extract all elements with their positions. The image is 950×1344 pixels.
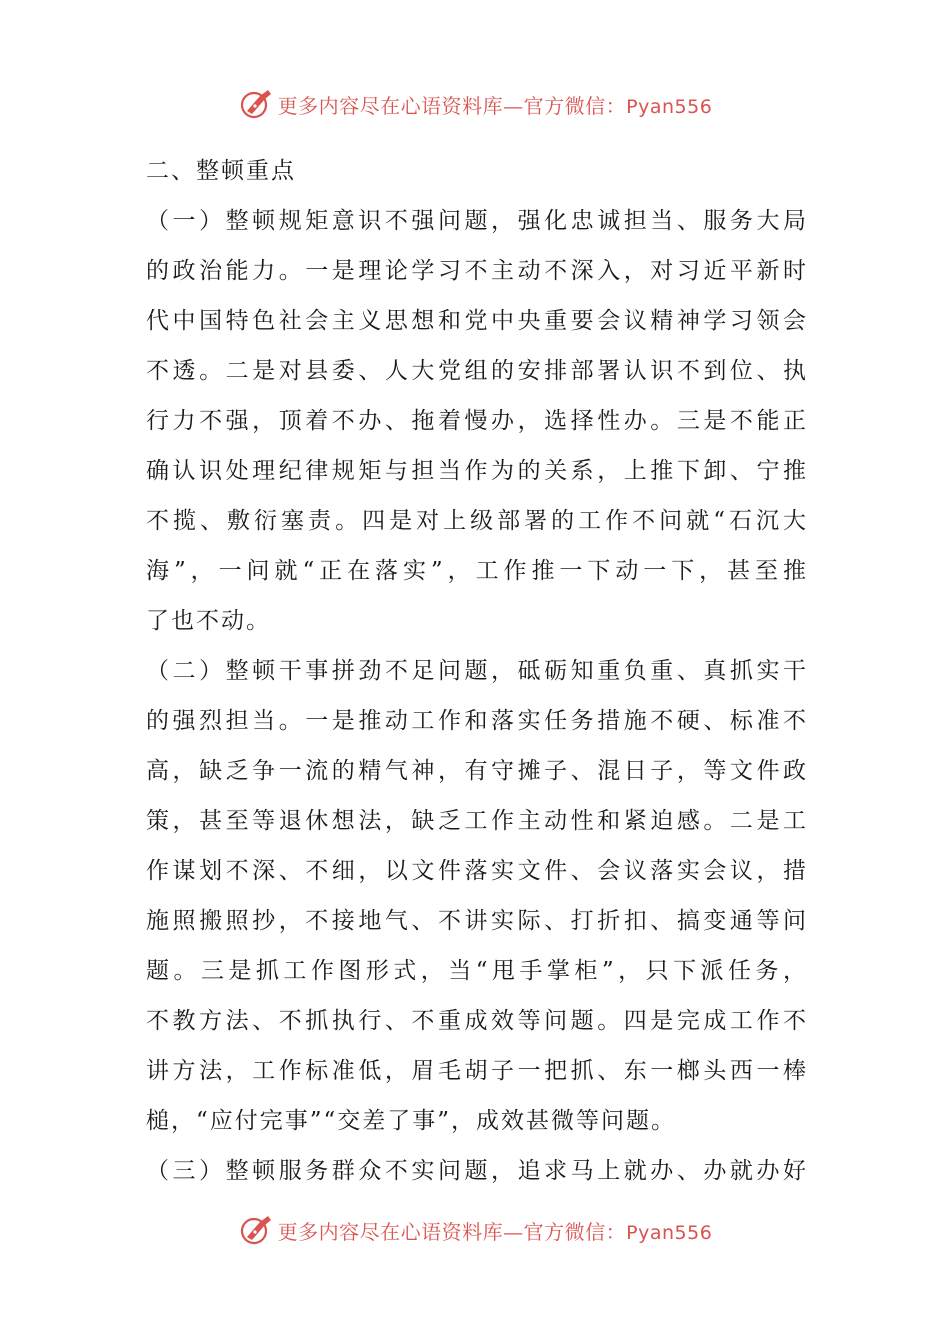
paragraph-line: 讲方法，工作标准低，眉毛胡子一把抓、东一榔头西一棒 <box>146 1058 806 1084</box>
paragraph-2 <box>146 646 806 1146</box>
header-wechat-id: Pyan556 <box>626 95 713 118</box>
document-body <box>146 146 806 1196</box>
section-heading: 二、整顿重点 <box>146 158 296 184</box>
paragraph-line: 槌，“应付完事”“交差了事”，成效甚微等问题。 <box>146 1108 677 1134</box>
footer-banner <box>0 1210 950 1250</box>
paragraph-line: 高，缺乏争一流的精气神，有守摊子、混日子，等文件政 <box>146 758 806 784</box>
paragraph-line: （三）整顿服务群众不实问题，追求马上就办、办就办好 <box>146 1158 806 1184</box>
pen-nib-logo-icon <box>238 1212 274 1248</box>
paragraph-1 <box>146 196 806 646</box>
paragraph-line: 的政治能力。一是理论学习不主动不深入，对习近平新时 <box>146 258 806 284</box>
header-banner-label: 更多内容尽在心语资料库—官方微信： <box>277 93 627 118</box>
paragraph-line: 策，甚至等退休想法，缺乏工作主动性和紧迫感。二是工 <box>146 808 806 834</box>
pen-nib-logo-icon <box>238 86 274 122</box>
paragraph-line: 施照搬照抄，不接地气、不讲实际、打折扣、搞变通等问 <box>146 908 806 934</box>
footer-banner-text <box>278 1216 713 1245</box>
paragraph-line: 作谋划不深、不细，以文件落实文件、会议落实会议，措 <box>146 858 806 884</box>
paragraph-line: 了也不动。 <box>146 608 271 634</box>
paragraph-line: 海”，一问就“正在落实”，工作推一下动一下，甚至推 <box>146 558 806 584</box>
paragraph-line: 不透。二是对县委、人大党组的安排部署认识不到位、执 <box>146 358 806 384</box>
paragraph-line: 不揽、敷衍塞责。四是对上级部署的工作不问就“石沉大 <box>146 508 806 534</box>
footer-wechat-id: Pyan556 <box>626 1221 713 1244</box>
paragraph-line: 不教方法、不抓执行、不重成效等问题。四是完成工作不 <box>146 1008 806 1034</box>
footer-banner-label: 更多内容尽在心语资料库—官方微信： <box>277 1219 627 1244</box>
paragraph-line: 确认识处理纪律规矩与担当作为的关系，上推下卸、宁推 <box>146 458 806 484</box>
paragraph-line: 代中国特色社会主义思想和党中央重要会议精神学习领会 <box>146 308 806 334</box>
header-banner <box>0 84 950 124</box>
paragraph-line: 题。三是抓工作图形式，当“甩手掌柜”，只下派任务， <box>146 958 806 984</box>
paragraph-line: 行力不强，顶着不办、拖着慢办，选择性办。三是不能正 <box>146 408 806 434</box>
paragraph-3 <box>146 1146 806 1196</box>
paragraph-line: （二）整顿干事拼劲不足问题，砥砺知重负重、真抓实干 <box>146 658 806 684</box>
paragraph-line: 的强烈担当。一是推动工作和落实任务措施不硬、标准不 <box>146 708 806 734</box>
header-banner-text <box>278 90 713 119</box>
paragraph-line: （一）整顿规矩意识不强问题，强化忠诚担当、服务大局 <box>146 208 806 234</box>
